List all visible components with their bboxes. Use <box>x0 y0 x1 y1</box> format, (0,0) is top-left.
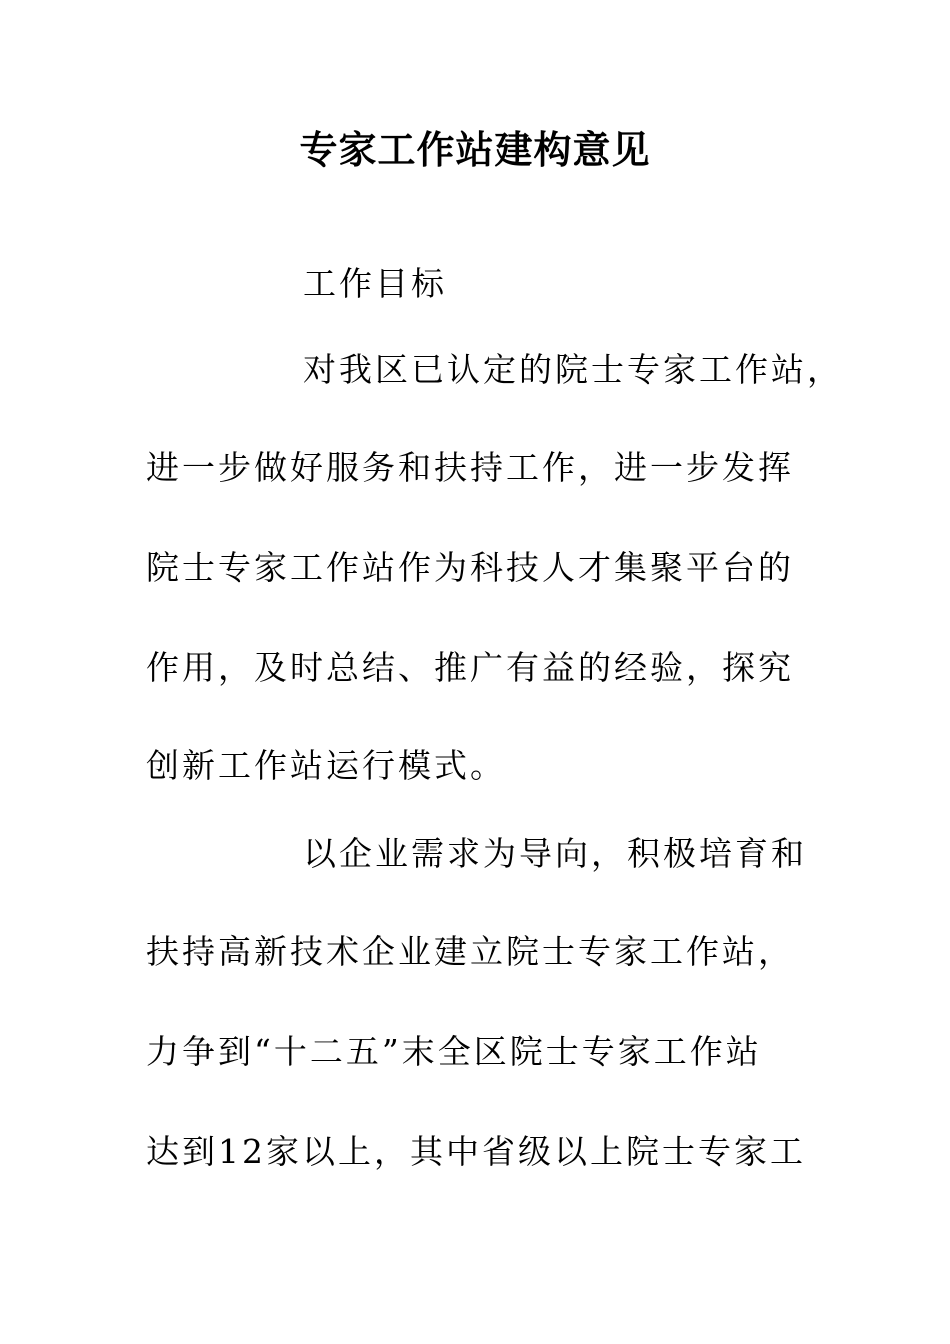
paragraph-line: 作用，及时总结、推广有益的经验，探究 <box>146 648 794 687</box>
paragraph-line: 创新工作站运行模式。 <box>146 746 506 785</box>
section-heading: 工作目标 <box>303 264 447 303</box>
paragraph-line: 力争到“十二五”末全区院士专家工作站 <box>146 1032 762 1071</box>
paragraph-line: 对我区已认定的院士专家工作站， <box>303 350 843 389</box>
paragraph-line: 进一步做好服务和扶持工作，进一步发挥 <box>146 448 794 487</box>
paragraph-line: 以企业需求为导向，积极培育和 <box>303 834 807 873</box>
paragraph-line: 院士专家工作站作为科技人才集聚平台的 <box>146 548 794 587</box>
document-title: 专家工作站建构意见 <box>299 127 651 172</box>
paragraph-line: 扶持高新技术企业建立院士专家工作站， <box>146 932 794 971</box>
paragraph-line: 达到12家以上，其中省级以上院士专家工 <box>146 1132 806 1171</box>
